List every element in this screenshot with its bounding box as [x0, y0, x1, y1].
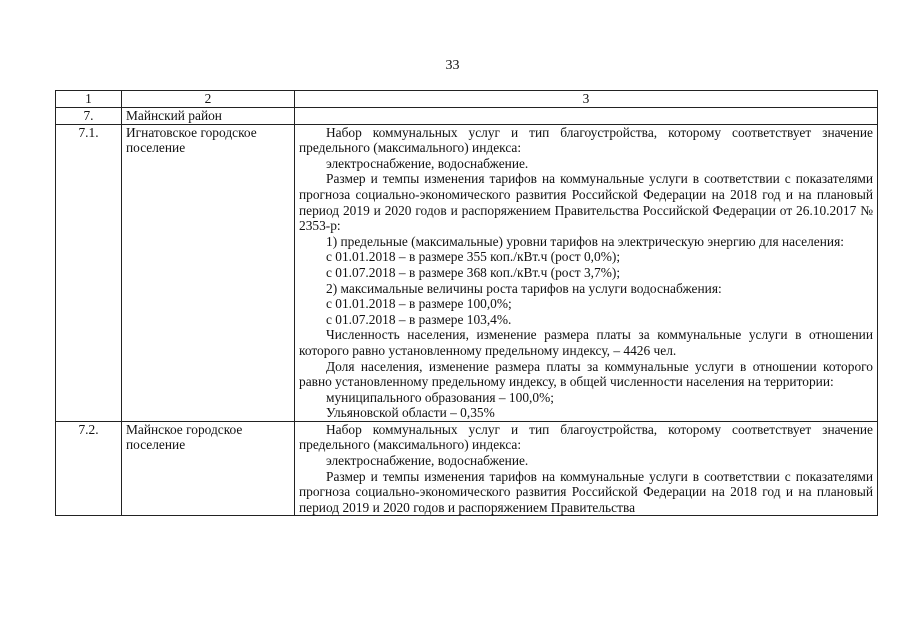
page-number: 33 [445, 58, 460, 73]
row-number: 7.2. [56, 421, 122, 516]
paragraph: с 01.01.2018 – в размере 100,0%; [326, 296, 512, 312]
paragraph: Ульяновской области – 0,35% [326, 405, 495, 421]
settlement-name: Игнатовское городское поселение [122, 124, 295, 421]
column-header-1: 1 [56, 91, 122, 108]
paragraph: 1) предельные (максимальные) уровни тарифов на электрическую энергию для населения: [326, 233, 844, 249]
paragraph: с 01.07.2018 – в размере 103,4%. [326, 311, 512, 327]
table-row [56, 421, 878, 516]
section-row [56, 108, 878, 125]
paragraph: с 01.07.2018 – в размере 368 коп./кВт.ч (рост 3,7%); [326, 264, 621, 280]
row-description [295, 124, 878, 421]
paragraph: электроснабжение, водоснабжение. [326, 453, 529, 469]
column-header-2: 2 [122, 91, 295, 108]
section-empty-cell [295, 108, 878, 125]
section-number: 7. [56, 108, 122, 125]
column-header-3: 3 [295, 91, 878, 108]
paragraph: с 01.01.2018 – в размере 355 коп./кВт.ч (рост 0,0%); [326, 249, 621, 265]
table-row [56, 124, 878, 421]
paragraph: Размер и темпы изменения тарифов на коммунальные услуги в соответствии с показателями прогноза социально-экономического развития Российской Федерации на 2018 год и на плановый период 2019 и 2020 годов и распоряжением Правительства [299, 468, 873, 515]
paragraph: муниципального образования – 100,0%; [326, 389, 554, 405]
settlement-name: Майнское городское поселение [122, 421, 295, 516]
table-header-row [56, 91, 878, 108]
paragraph: электроснабжение, водоснабжение. [326, 155, 529, 171]
paragraph: Численность населения, изменение размера платы за коммунальные услуги в отношении которого равно установленному предельному индексу, – 4426 чел. [299, 327, 873, 358]
section-name: Майнский район [122, 108, 295, 125]
row-number: 7.1. [56, 124, 122, 421]
tariff-table [55, 90, 878, 516]
paragraph: 2) максимальные величины роста тарифов на услуги водоснабжения: [326, 280, 722, 296]
paragraph: Набор коммунальных услуг и тип благоустройства, которому соответствует значение предельного (максимального) индекса: [299, 421, 873, 453]
paragraph: Набор коммунальных услуг и тип благоустройства, которому соответствует значение предельного (максимального) индекса: [299, 124, 873, 156]
paragraph: Доля населения, изменение размера платы за коммунальные услуги в отношении которого равно установленному предельному индексу, в общей численности населения на территории: [299, 358, 873, 390]
row-description [295, 421, 878, 516]
paragraph: Размер и темпы изменения тарифов на коммунальные услуги в соответствии с показателями прогноза социально-экономического развития Российской Федерации на 2018 год и на плановый период 2019 и 2020 годов и распоряжением Правительства Российской Федерации от 26.10.2017 № 2353-р: [299, 171, 873, 234]
